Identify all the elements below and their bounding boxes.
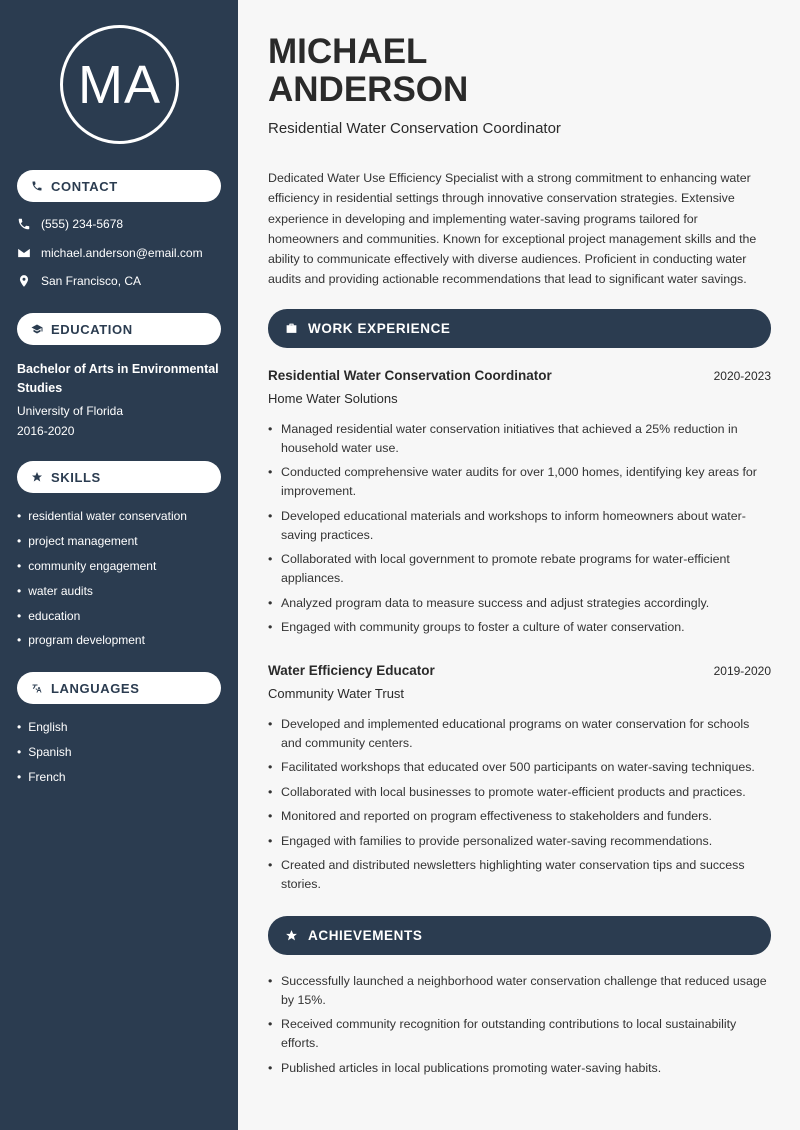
mail-icon bbox=[17, 246, 31, 260]
language-item: • French bbox=[17, 765, 72, 790]
translate-icon bbox=[31, 682, 43, 694]
job-bullet: • Engaged with families to provide personalized water-saving recommendations. bbox=[268, 832, 771, 851]
job-entry-title: Water Efficiency Educator bbox=[268, 663, 435, 678]
job-entry-dates: 2020-2023 bbox=[713, 369, 771, 383]
achievement-item: • Published articles in local publications promoting water-saving habits. bbox=[268, 1059, 771, 1078]
job-bullet: • Engaged with community groups to foster a culture of water conservation. bbox=[268, 618, 771, 637]
job-entry-company: Community Water Trust bbox=[268, 686, 405, 701]
job-bullet: • Conducted comprehensive water audits for over 1,000 homes, identifying key areas for improvement. bbox=[268, 463, 771, 501]
job-bullet: • Collaborated with local government to promote rebate programs for water-efficient appliances. bbox=[268, 550, 771, 588]
location-pin-icon bbox=[17, 274, 31, 288]
achievement-item: • Successfully launched a neighborhood water conservation challenge that reduced usage by 15%. bbox=[268, 972, 771, 1010]
sidebar bbox=[0, 0, 238, 1130]
skill-item: • residential water conservation bbox=[17, 504, 187, 529]
languages-list bbox=[17, 715, 72, 789]
languages-header: LANGUAGES bbox=[17, 672, 221, 704]
skill-item: • program development bbox=[17, 628, 187, 653]
job-bullet: • Collaborated with local businesses to promote water-efficient products and practices. bbox=[268, 783, 771, 802]
language-item: • English bbox=[17, 715, 72, 740]
job-bullet: • Developed educational materials and workshops to inform homeowners about water-saving practices. bbox=[268, 507, 771, 545]
achievements-list bbox=[268, 972, 771, 1083]
work-experience-header: WORK EXPERIENCE bbox=[268, 309, 771, 348]
phone-icon bbox=[17, 217, 31, 231]
job-entry-dates: 2019-2020 bbox=[713, 664, 771, 678]
language-item: • Spanish bbox=[17, 740, 72, 765]
star-icon bbox=[31, 471, 43, 483]
education-entry: Bachelor of Arts in Environmental Studies University of Florida 2016-2020 bbox=[17, 362, 219, 438]
full-name: MICHAEL ANDERSON bbox=[268, 32, 469, 109]
skill-item: • education bbox=[17, 603, 187, 628]
skill-item: • water audits bbox=[17, 578, 187, 603]
contact-header: CONTACT bbox=[17, 170, 221, 202]
graduation-cap-icon bbox=[31, 323, 43, 335]
job-title: Residential Water Conservation Coordinator bbox=[268, 120, 561, 137]
job-bullet: • Managed residential water conservation initiatives that achieved a 25% reduction in household water use. bbox=[268, 420, 771, 458]
briefcase-icon bbox=[285, 322, 298, 335]
job-entry bbox=[268, 367, 771, 642]
contact-email[interactable]: michael.anderson@email.com bbox=[17, 246, 203, 260]
contact-phone: (555) 234-5678 bbox=[17, 217, 123, 231]
job-entry bbox=[268, 662, 771, 899]
education-header: EDUCATION bbox=[17, 313, 221, 345]
skills-header: SKILLS bbox=[17, 461, 221, 493]
job-bullet: • Analyzed program data to measure success and adjust strategies accordingly. bbox=[268, 594, 771, 613]
avatar: MA bbox=[60, 25, 179, 144]
job-bullet: • Created and distributed newsletters highlighting water conservation tips and success stories. bbox=[268, 856, 771, 894]
job-bullet: • Monitored and reported on program effectiveness to stakeholders and funders. bbox=[268, 807, 771, 826]
phone-icon bbox=[31, 180, 43, 192]
job-bullet: • Facilitated workshops that educated over 500 participants on water-saving techniques. bbox=[268, 758, 771, 777]
contact-location: San Francisco, CA bbox=[17, 274, 141, 288]
skills-list bbox=[17, 504, 187, 653]
achievements-header: ACHIEVEMENTS bbox=[268, 916, 771, 955]
job-entry-title: Residential Water Conservation Coordinator bbox=[268, 368, 552, 383]
job-bullet: • Developed and implemented educational programs on water conservation for schools and community centers. bbox=[268, 715, 771, 753]
summary: Dedicated Water Use Efficiency Specialist with a strong commitment to enhancing water efficiency in residential settings through innovative conservation strategies. Extensive experience in developing and implementing water-saving programs tailored for homeowners and communities. Known for exceptional project management skills and the ability to communicate effectively with diverse audiences. Proficient in conducting water audits and providing actionable recommendations that lead to significant water savings. bbox=[268, 171, 757, 287]
skill-item: • community engagement bbox=[17, 554, 187, 579]
job-entry-company: Home Water Solutions bbox=[268, 391, 398, 406]
star-icon bbox=[285, 929, 298, 942]
achievement-item: • Received community recognition for outstanding contributions to local sustainability efforts. bbox=[268, 1015, 771, 1053]
skill-item: • project management bbox=[17, 529, 187, 554]
